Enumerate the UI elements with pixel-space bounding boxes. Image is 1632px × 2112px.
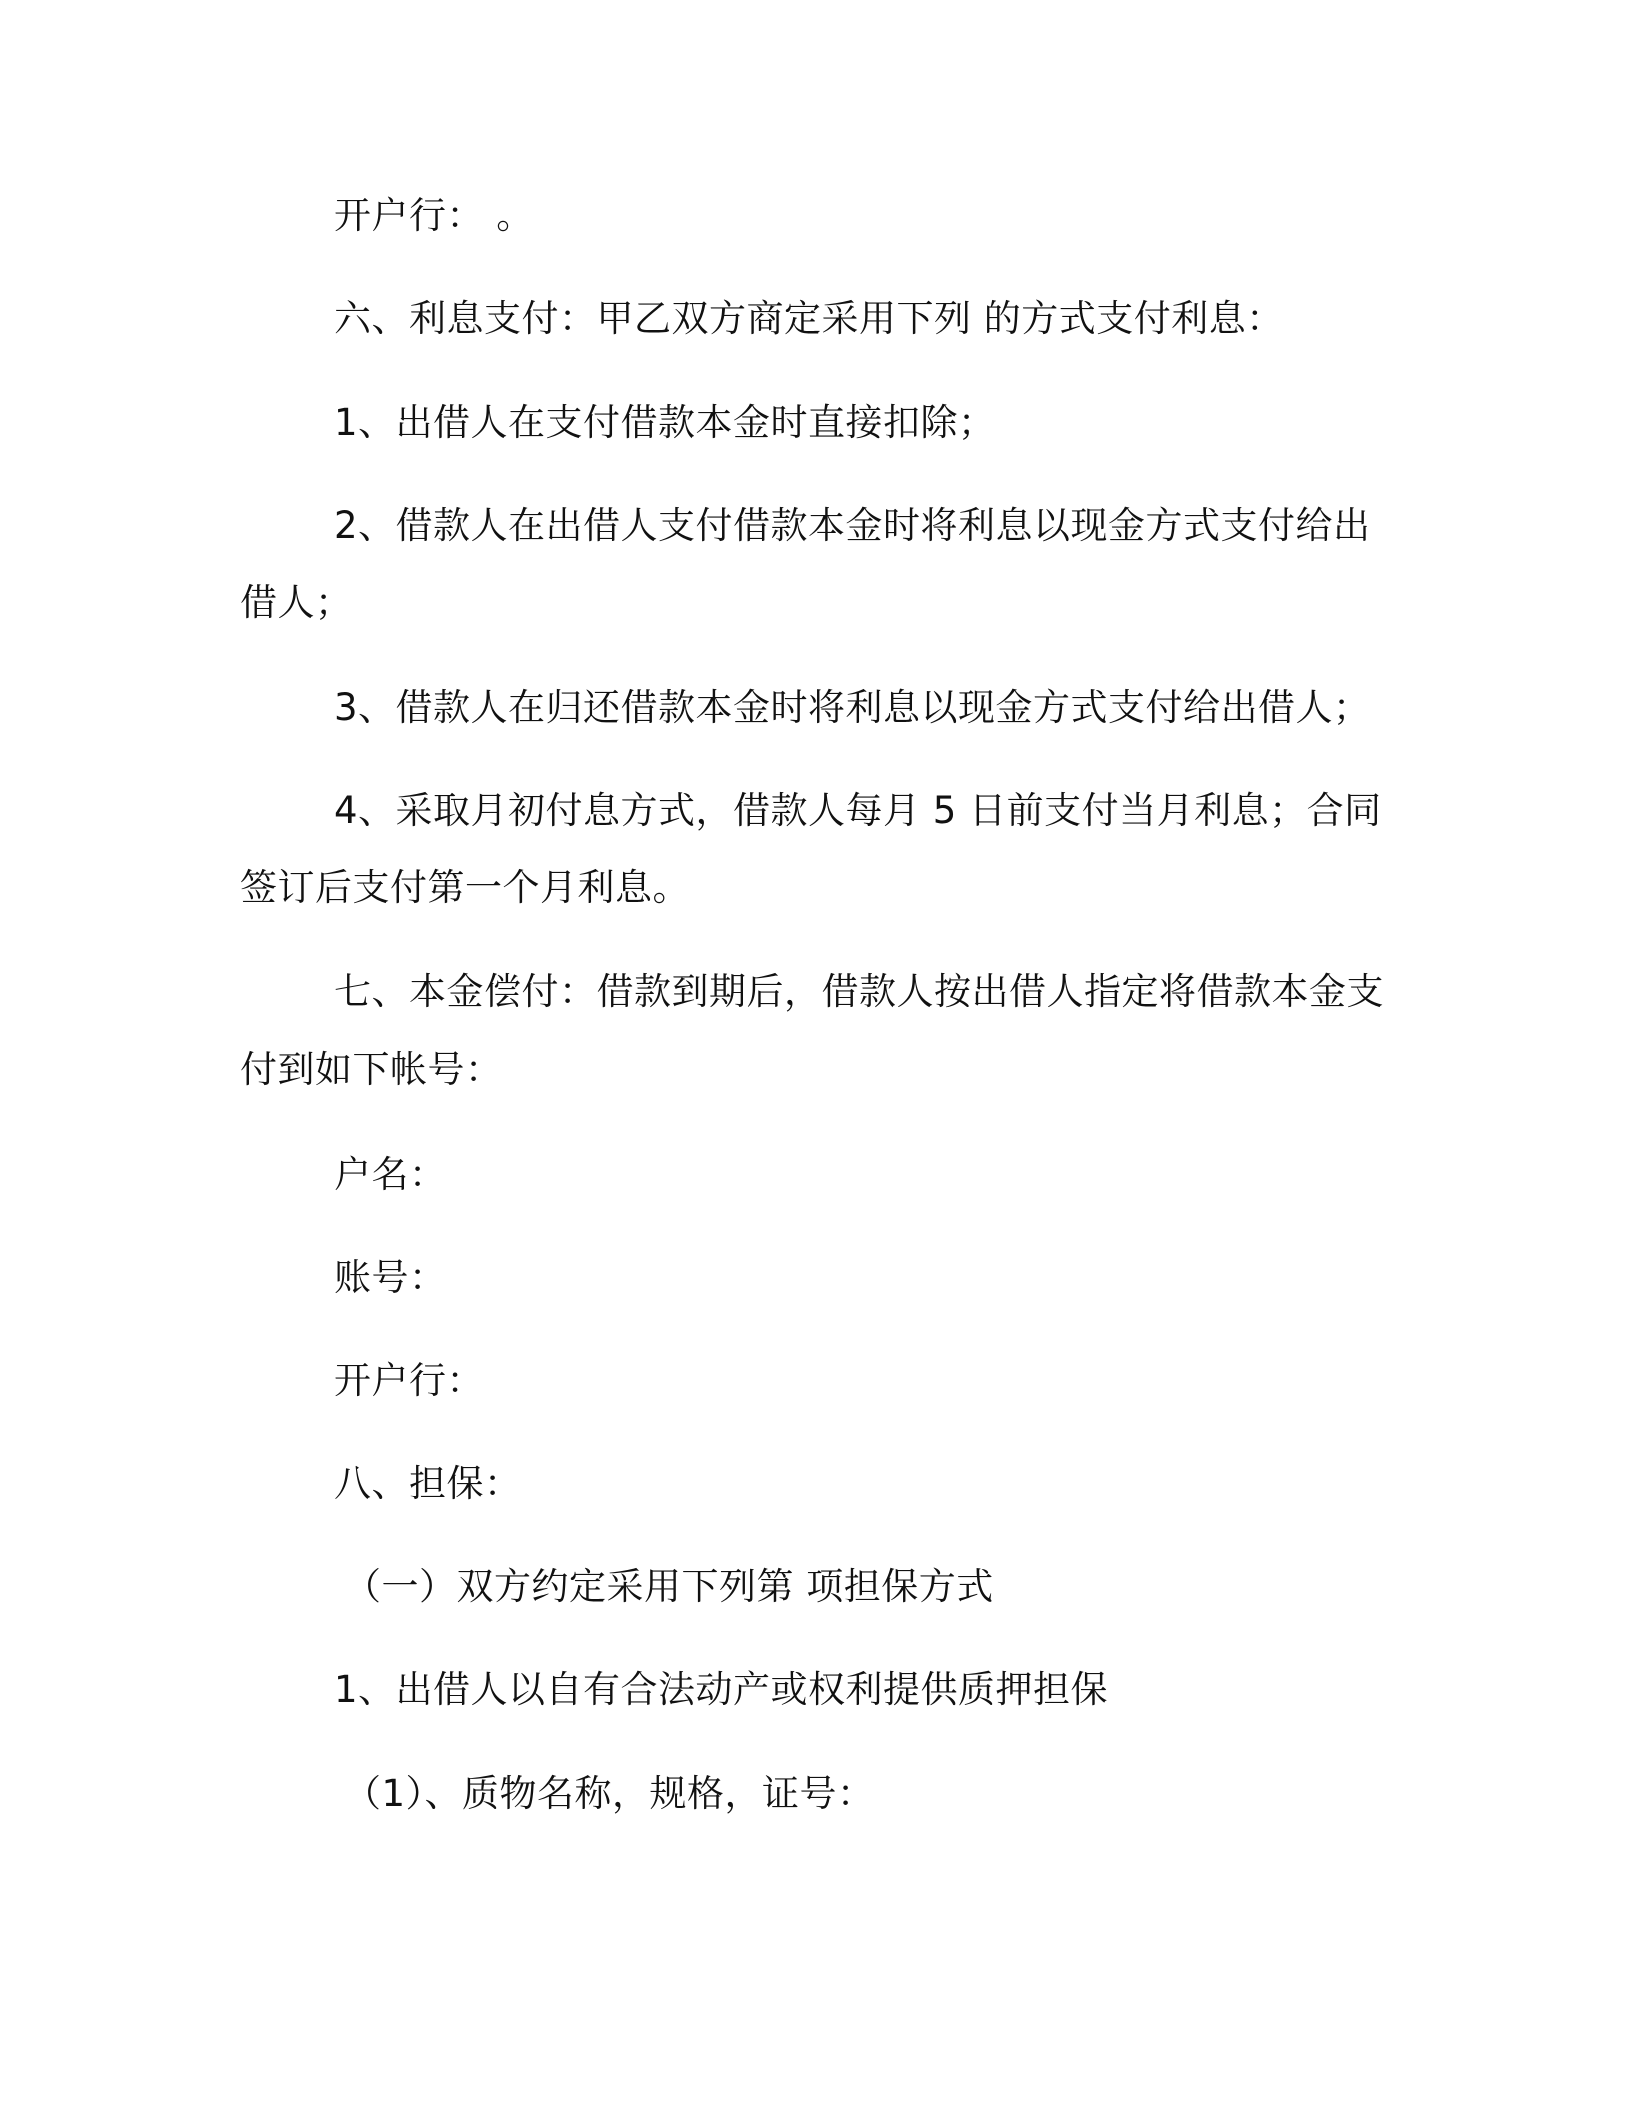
guarantee-method-line: （一）双方约定采用下列第 项担保方式 [344, 1565, 994, 1608]
pledge-item-details-line: （1）、质物名称，规格，证号： [344, 1772, 875, 1815]
account-name-line: 户名： [334, 1153, 447, 1196]
interest-option-2-part-2: 借人； [240, 581, 353, 624]
interest-option-4-part-1: 4、采取月初付息方式，借款人每月 5 日前支付当月利息；合同 [334, 789, 1382, 832]
account-number-line: 账号： [334, 1256, 447, 1299]
pledge-guarantee-line: 1、出借人以自有合法动产或权利提供质押担保 [334, 1668, 1109, 1711]
interest-option-2-part-1: 2、借款人在出借人支付借款本金时将利息以现金方式支付给出 [334, 504, 1371, 547]
principal-repayment-heading-part-1: 七、本金偿付：借款到期后，借款人按出借人指定将借款本金支 [334, 970, 1384, 1013]
guarantee-heading: 八、担保： [334, 1462, 522, 1505]
interest-option-1: 1、出借人在支付借款本金时直接扣除； [334, 401, 996, 444]
bank-line-2: 开户行： [334, 1359, 484, 1402]
principal-repayment-heading-part-2: 付到如下帐号： [240, 1048, 503, 1091]
bank-line-1: 开户行： 。 [334, 194, 534, 237]
interest-payment-heading: 六、利息支付：甲乙双方商定采用下列 的方式支付利息： [334, 297, 1284, 340]
interest-option-3: 3、借款人在归还借款本金时将利息以现金方式支付给出借人； [334, 686, 1371, 729]
interest-option-4-part-2: 签订后支付第一个月利息。 [240, 866, 690, 909]
